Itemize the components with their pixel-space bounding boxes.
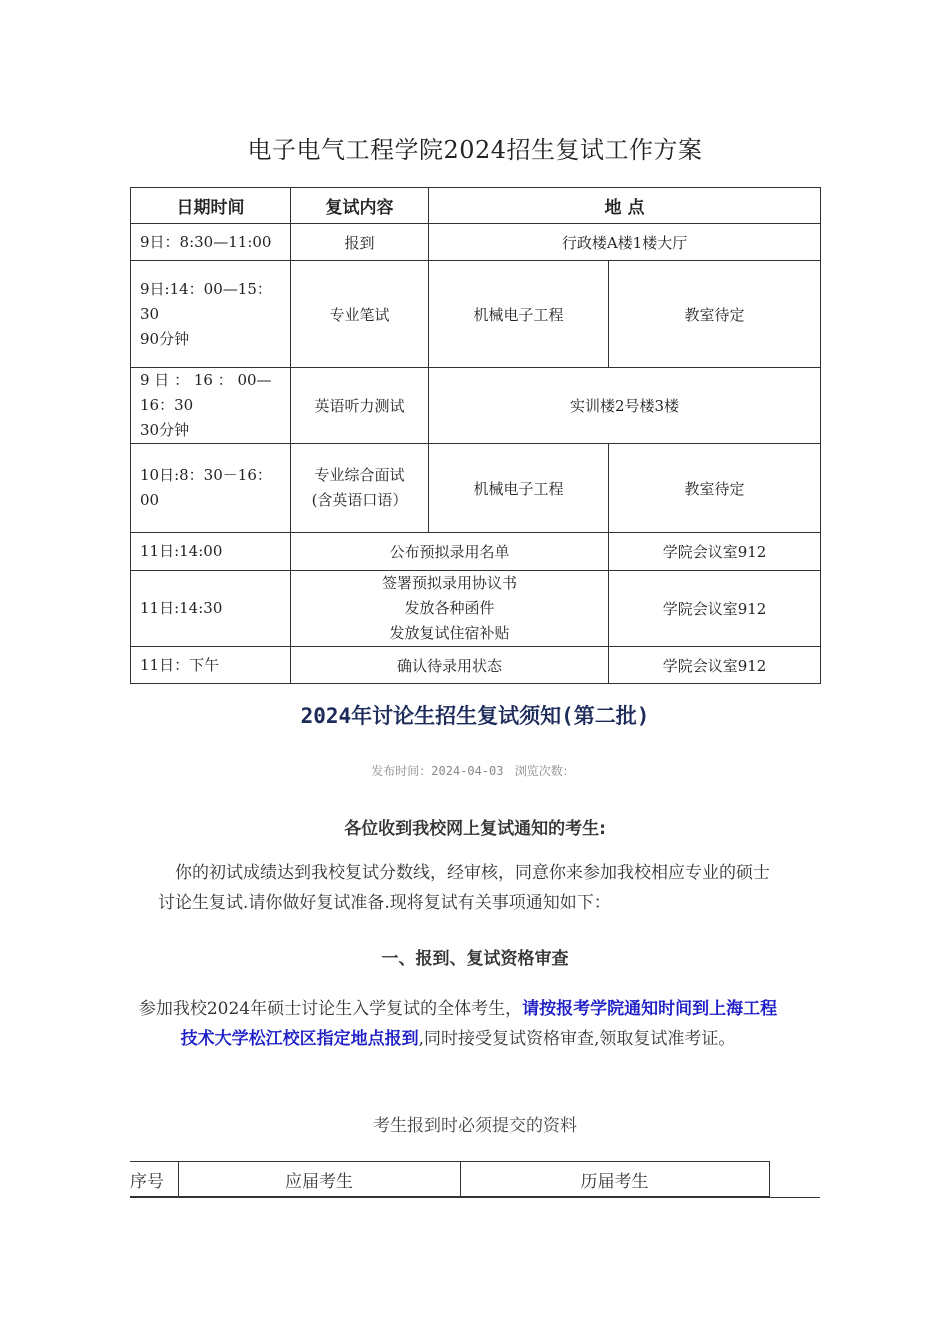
datetime-line: 30: [140, 304, 160, 323]
row-datetime: [131, 444, 291, 533]
row-datetime: 11日:14:30: [131, 571, 291, 647]
schedule-header-row: [131, 188, 821, 224]
highlighted-instruction: 请按报考学院通知时间到上海工程技术大学松江校区指定地点报到: [180, 999, 778, 1049]
header-index: 序号: [130, 1162, 178, 1197]
content-line: 发放复试住宿补贴: [389, 624, 510, 642]
content-line: 发放各种函件: [404, 599, 495, 617]
row-content: [291, 444, 429, 533]
row-location-major: 机械电子工程: [429, 444, 609, 533]
paragraph-text: ,同时接受复试资格审查,领取复试准考证。: [418, 1029, 736, 1049]
row-location: 学院会议室912: [609, 571, 821, 647]
header-content: 复试内容: [291, 188, 429, 224]
datetime-line: 9日:14：00—15：: [140, 279, 272, 298]
row-content: 英语听力测试: [291, 368, 429, 444]
row-datetime: 11日:14:00: [131, 533, 291, 571]
notice-title: 2024年讨论生招生复试须知(第二批): [300, 704, 650, 728]
intro-paragraph: 你的初试成绩达到我校复试分数线，经审核，同意你来参加我校相应专业的硕士讨论生复试.请你做好复试准备.现将复试有关事项通知如下：: [158, 863, 770, 913]
document-title: 电子电气工程学院2024招生复试工作方案: [247, 136, 703, 164]
section-paragraph: [138, 994, 778, 1054]
row-datetime: 11日：下午: [131, 647, 291, 684]
row-content: 公布预拟录用名单: [291, 533, 609, 571]
row-location: 实训楼2号楼3楼: [429, 368, 821, 444]
header-location: 地 点: [429, 188, 821, 224]
duration-line: 90分钟: [140, 329, 190, 348]
row-datetime: [131, 261, 291, 368]
paragraph-text: 参加我校2024年硕士讨论生入学复试的全体考生，: [138, 999, 523, 1019]
content-line: (含英语口语）: [311, 491, 408, 509]
row-location: 行政楼A楼1楼大厅: [429, 224, 821, 261]
greeting: 各位收到我校网上复试通知的考生:: [344, 819, 606, 839]
header-previous-students: 历届考生: [460, 1162, 769, 1197]
datetime-line: 00: [140, 491, 160, 509]
table-row: [131, 261, 821, 368]
row-content: [291, 571, 609, 647]
table-row: [131, 533, 821, 571]
table-row: [131, 571, 821, 647]
datetime-line: 10日:8：30－16：: [140, 466, 272, 484]
table-row: [131, 444, 821, 533]
table-row: [131, 647, 821, 684]
row-content: 确认待录用状态: [291, 647, 609, 684]
table-divider: [130, 1197, 820, 1198]
datetime-line: 16：30: [140, 396, 194, 414]
datetime-line: 9 日 ： 16 ： 00—: [140, 371, 272, 389]
documents-header-row: [130, 1162, 769, 1197]
duration-line: 30分钟: [140, 421, 190, 439]
documents-caption: 考生报到时必须提交的资料: [373, 1116, 577, 1136]
row-location-room: 教室待定: [609, 444, 821, 533]
content-line: 专业综合面试: [314, 466, 405, 484]
view-count-label: 浏览次数：: [514, 764, 575, 778]
schedule-table: [130, 187, 821, 684]
content-line: 签署预拟录用协议书: [381, 574, 517, 592]
section-heading: 一、报到、复试资格审查: [381, 949, 569, 969]
header-current-students: 应届考生: [178, 1162, 460, 1197]
publish-date: 发布时间：2024-04-03: [371, 764, 504, 778]
header-datetime: 日期时间: [131, 188, 291, 224]
notice-meta: [0, 762, 950, 779]
row-content: 报到: [291, 224, 429, 261]
row-datetime: [131, 368, 291, 444]
table-row: [131, 224, 821, 261]
table-row: [131, 368, 821, 444]
row-location-major: 机械电子工程: [429, 261, 609, 368]
row-location: 学院会议室912: [609, 533, 821, 571]
row-location: 学院会议室912: [609, 647, 821, 684]
row-location-room: 教室待定: [609, 261, 821, 368]
row-datetime: 9日：8:30—11:00: [131, 224, 291, 261]
documents-table: [130, 1161, 770, 1197]
row-content: 专业笔试: [291, 261, 429, 368]
